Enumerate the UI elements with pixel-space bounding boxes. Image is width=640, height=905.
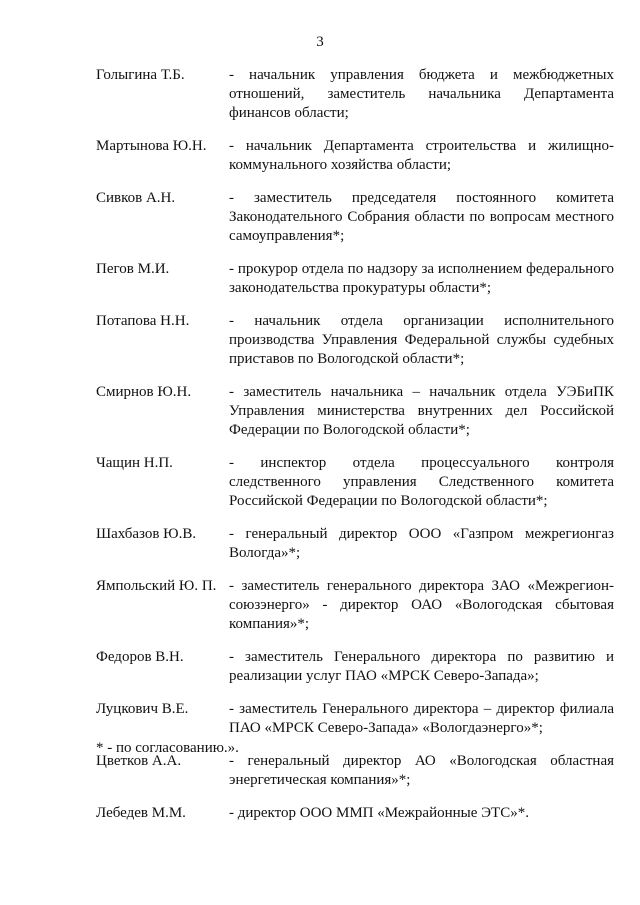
member-position: - заместитель Генерального директора по развитию и реализации услуг ПАО «МРСК Северо-Запада»; — [229, 649, 614, 684]
member-position: - начальник отдела организации исполнительного производства Управления Федеральной службы судебных приставов по Вологодской области*; — [229, 313, 614, 367]
list-item — [96, 454, 614, 511]
member-position: - начальник управления бюджета и межбюджетных отношений, заместитель начальника Департамента финансов области; — [229, 67, 614, 121]
member-position: - инспектор отдела процессуального контроля следственного управления Следственного комитета Российской Федерации по Вологодской области*; — [229, 455, 614, 509]
list-item — [96, 137, 614, 175]
list-item — [96, 312, 614, 369]
list-item — [96, 648, 614, 686]
member-name: Сивков А.Н. — [96, 190, 176, 206]
member-position: - генеральный директор ООО «Газпром межрегионгаз Вологда»*; — [229, 526, 614, 561]
member-position: - заместитель генерального директора ЗАО «Межрегион-союзэнерго» - директор ОАО «Вологодская сбытовая компания»*; — [229, 578, 614, 632]
member-name: Лебедев М.М. — [96, 805, 186, 821]
list-item — [96, 577, 614, 634]
member-name: Цветков А.А. — [96, 753, 182, 769]
member-position: - генеральный директор АО «Вологодская областная энергетическая компания»*; — [229, 753, 614, 788]
list-item — [96, 260, 614, 298]
member-position: - прокурор отдела по надзору за исполнением федерального законодательства прокуратуры области*; — [229, 261, 614, 296]
member-list — [96, 66, 614, 837]
member-name: Луцкович В.Е. — [96, 701, 189, 717]
list-item — [96, 189, 614, 246]
list-item — [96, 525, 614, 563]
list-item — [96, 700, 614, 738]
member-name: Шахбазов Ю.В. — [96, 526, 197, 542]
footnote: * - по согласованию.». — [96, 740, 239, 756]
list-item — [96, 804, 614, 823]
member-position: - директор ООО ММП «Межрайонные ЭТС»*. — [229, 805, 529, 821]
member-name: Мартынова Ю.Н. — [96, 138, 207, 154]
list-item — [96, 752, 614, 790]
member-name: Федоров В.Н. — [96, 649, 184, 665]
member-position: - заместитель Генерального директора – директор филиала ПАО «МРСК Северо-Запада» «Вологдаэнерго»*; — [229, 701, 614, 736]
member-position: - начальник Департамента строительства и жилищно-коммунального хозяйства области; — [229, 138, 614, 173]
member-name: Голыгина Т.Б. — [96, 67, 185, 83]
list-item — [96, 66, 614, 123]
member-position: - заместитель председателя постоянного комитета Законодательного Собрания области по вопросам местного самоуправления*; — [229, 190, 614, 244]
member-name: Ямпольский Ю. П. — [96, 578, 217, 594]
member-name: Смирнов Ю.Н. — [96, 384, 192, 400]
list-item — [96, 383, 614, 440]
member-position: - заместитель начальника – начальник отдела УЭБиПК Управления министерства внутренних дел Российской Федерации по Вологодской области*; — [229, 384, 614, 438]
member-name: Потапова Н.Н. — [96, 313, 190, 329]
page-number: 3 — [316, 34, 324, 50]
member-name: Пегов М.И. — [96, 261, 170, 277]
member-name: Чащин Н.П. — [96, 455, 173, 471]
